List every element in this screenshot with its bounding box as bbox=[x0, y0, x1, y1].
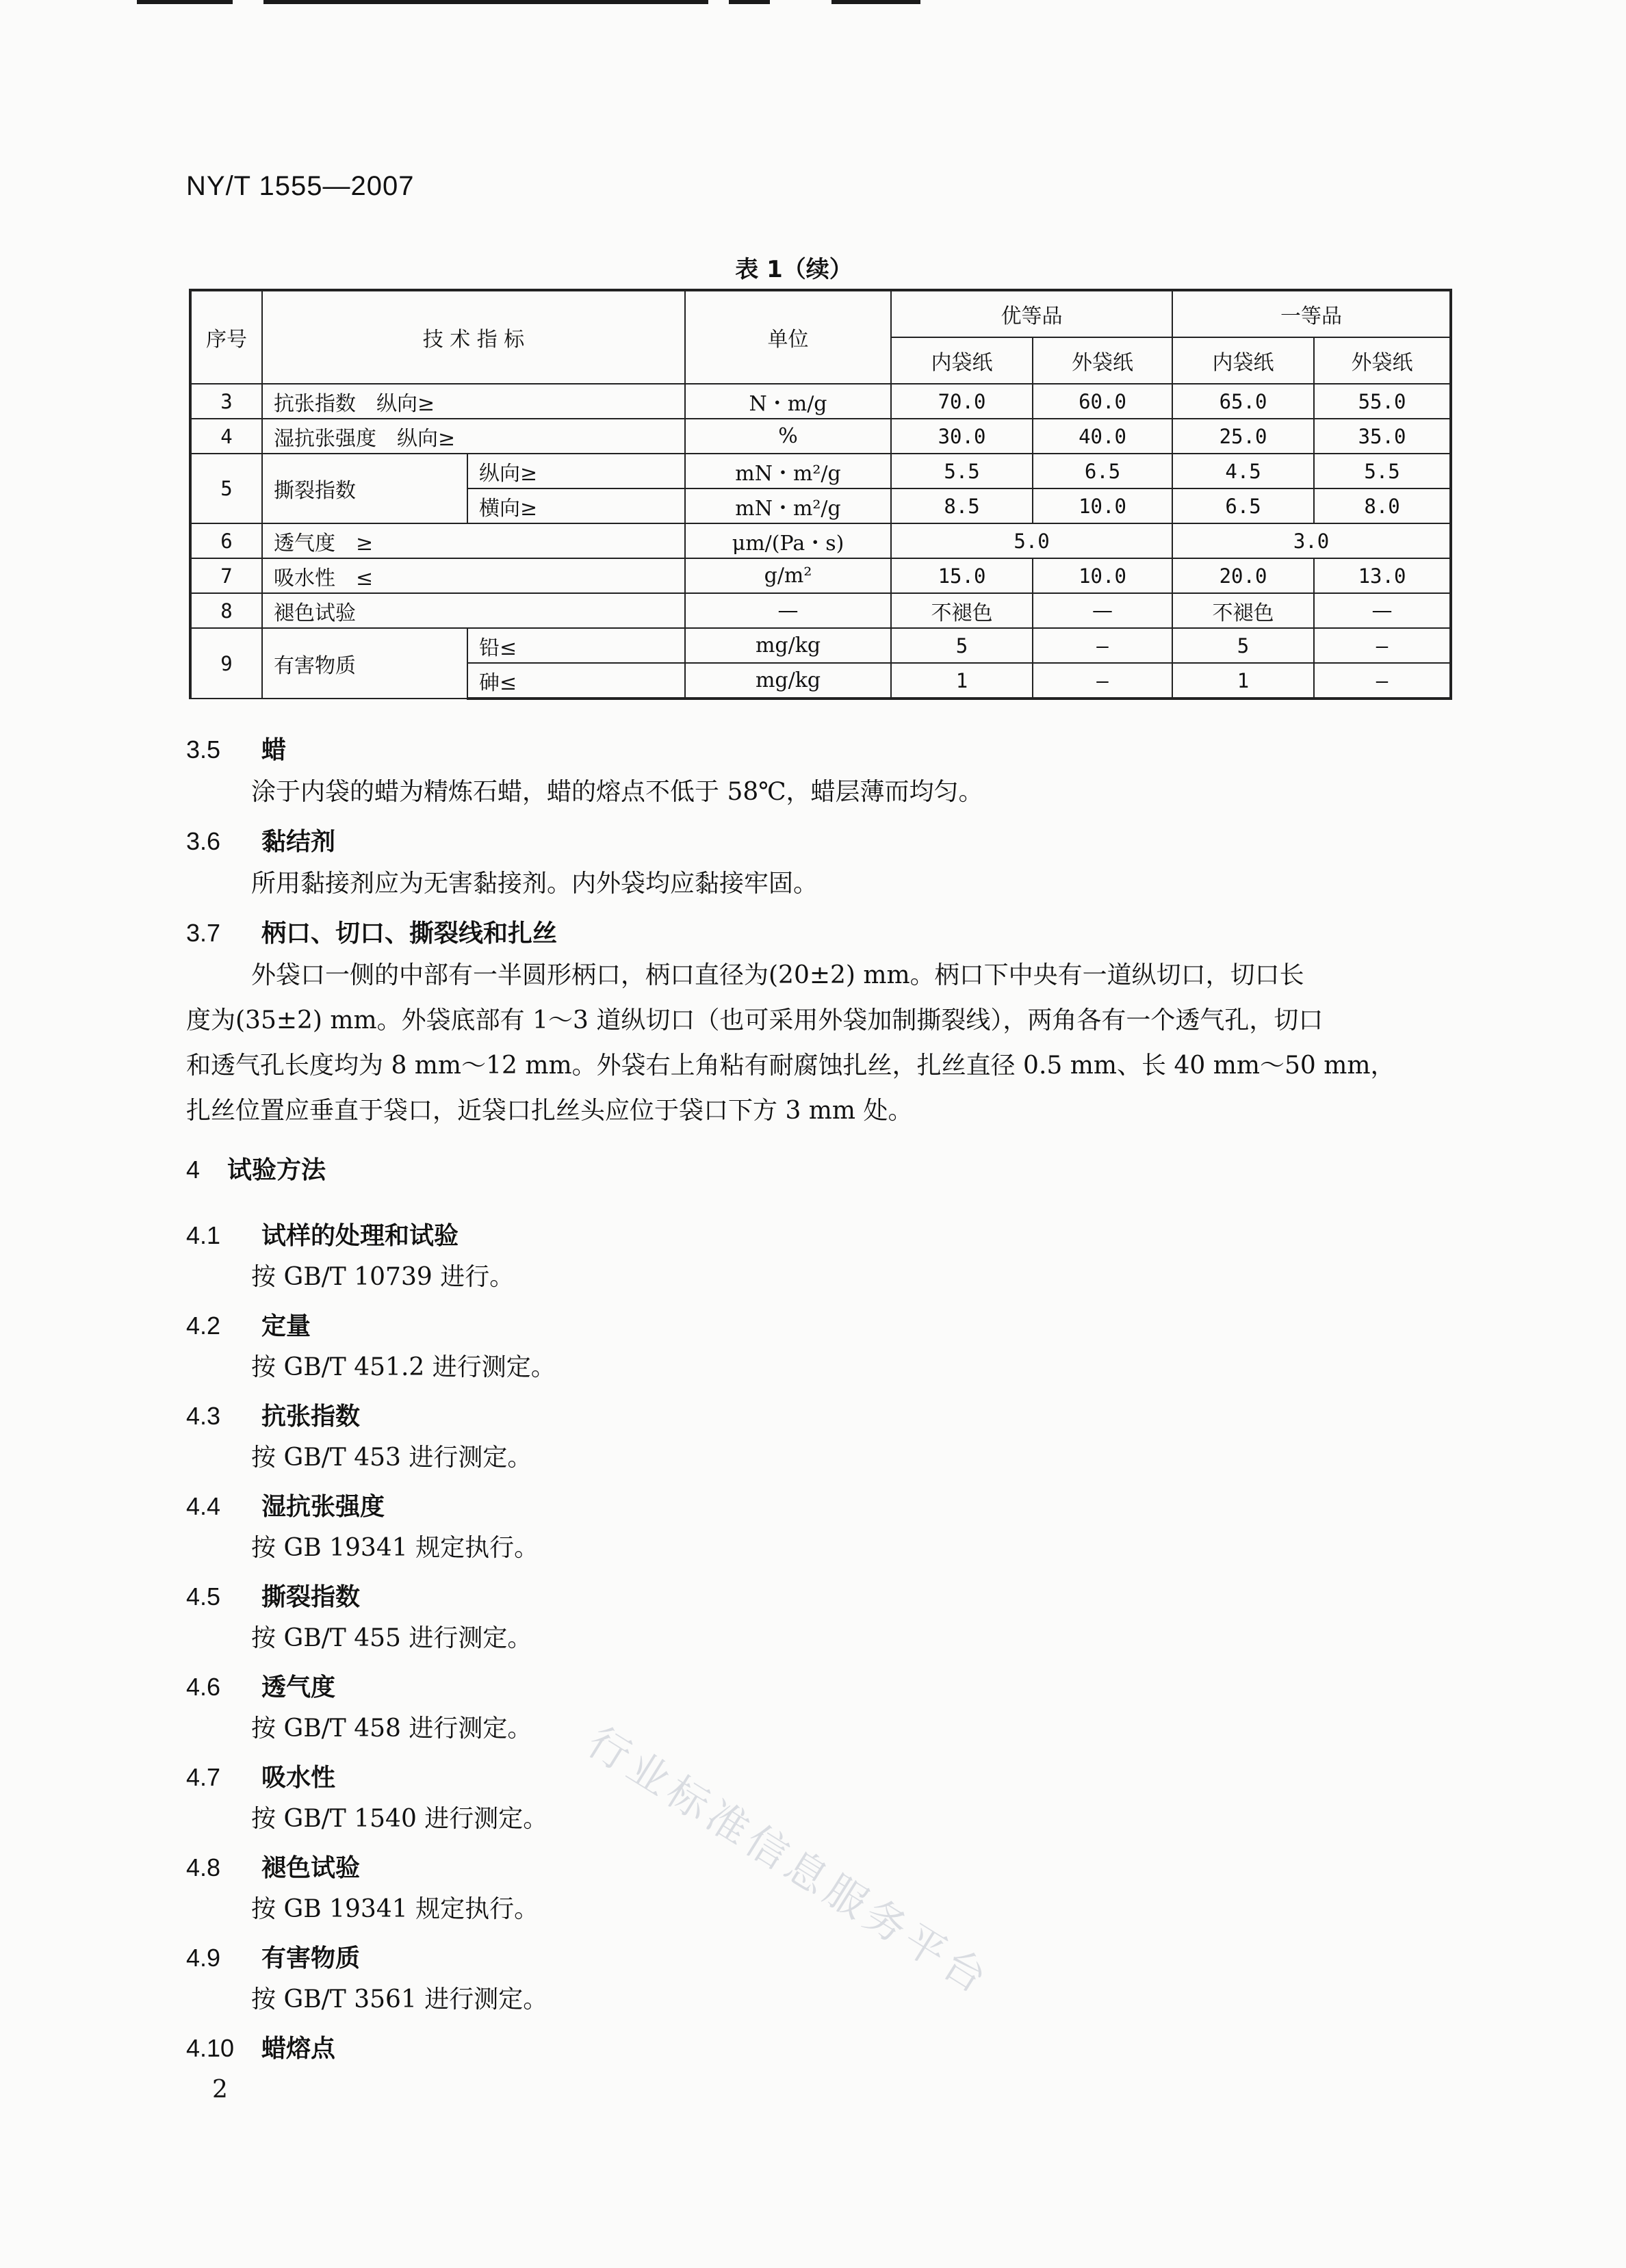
col-header-outer: 外袋纸 bbox=[1033, 337, 1172, 384]
cell-value: 55.0 bbox=[1314, 384, 1451, 419]
table-row bbox=[190, 593, 1451, 628]
row-no: 8 bbox=[190, 593, 262, 628]
cell-value: — bbox=[1314, 663, 1451, 699]
section-heading: 4.4 湿抗张强度 bbox=[186, 1492, 385, 1521]
section-number: 3.7 bbox=[186, 919, 221, 947]
paragraph: 涂于内袋的蜡为精炼石蜡，蜡的熔点不低于 58℃，蜡层薄而均匀。 bbox=[251, 778, 983, 806]
cell-value: 13.0 bbox=[1314, 558, 1451, 593]
table-row bbox=[190, 523, 1451, 558]
cell-value: 10.0 bbox=[1033, 558, 1172, 593]
section-title: 柄口、切口、撕裂线和扎丝 bbox=[261, 920, 558, 948]
col-header-inner: 内袋纸 bbox=[891, 337, 1033, 384]
cell-value: — bbox=[1033, 628, 1172, 663]
paragraph: 按 GB/T 458 进行测定。 bbox=[251, 1715, 532, 1743]
row-unit: g/m² bbox=[685, 558, 891, 593]
section-heading bbox=[186, 733, 286, 767]
row-indicator: 撕裂指数 bbox=[262, 454, 467, 523]
cell-value: 65.0 bbox=[1172, 384, 1314, 419]
row-no: 9 bbox=[190, 628, 262, 699]
section-heading: 4.2 定量 bbox=[186, 1312, 311, 1340]
section-heading bbox=[186, 917, 557, 950]
cell-value: 3.0 bbox=[1172, 523, 1451, 558]
row-subindicator: 铅≤ bbox=[467, 628, 685, 663]
table-row bbox=[190, 419, 1451, 454]
paragraph-line: 和透气孔长度均为 8 mm～12 mm。外袋右上角粘有耐腐蚀扎丝，扎丝直径 0.5 mm、长 40 mm～50 mm， bbox=[186, 1052, 1395, 1080]
cell-value: — bbox=[1033, 593, 1172, 628]
cell-value: 35.0 bbox=[1314, 419, 1451, 454]
cell-value: 30.0 bbox=[891, 419, 1033, 454]
cell-value: — bbox=[1033, 663, 1172, 699]
cell-value: 60.0 bbox=[1033, 384, 1172, 419]
top-rule bbox=[137, 0, 233, 4]
top-rule bbox=[263, 0, 708, 4]
cell-value: 8.0 bbox=[1314, 488, 1451, 523]
watermark: 行业标准信息服务平台 bbox=[579, 1718, 999, 2005]
section-heading: 4.7 吸水性 bbox=[186, 1763, 336, 1792]
cell-value: 不褪色 bbox=[891, 593, 1033, 628]
chapter-number: 4 bbox=[186, 1156, 201, 1184]
cell-value: 15.0 bbox=[891, 558, 1033, 593]
spec-table bbox=[189, 289, 1452, 700]
cell-value: 8.5 bbox=[891, 488, 1033, 523]
col-header-first-grade: 一等品 bbox=[1172, 290, 1451, 337]
cell-value: 不褪色 bbox=[1172, 593, 1314, 628]
paragraph: 按 GB/T 10739 进行。 bbox=[251, 1263, 515, 1291]
paragraph: 按 GB 19341 规定执行。 bbox=[251, 1895, 539, 1923]
row-no: 4 bbox=[190, 419, 262, 454]
table-title: 表 1（续） bbox=[735, 256, 853, 283]
section-heading: 4.3 抗张指数 bbox=[186, 1402, 361, 1431]
table-row bbox=[190, 558, 1451, 593]
col-header-premium: 优等品 bbox=[891, 290, 1172, 337]
row-no: 7 bbox=[190, 558, 262, 593]
paragraph: 按 GB/T 455 进行测定。 bbox=[251, 1624, 532, 1652]
paragraph: 按 GB 19341 规定执行。 bbox=[251, 1534, 539, 1562]
row-no: 3 bbox=[190, 384, 262, 419]
row-unit: mg/kg bbox=[685, 628, 891, 663]
col-header-unit: 单位 bbox=[685, 290, 891, 384]
cell-value: 1 bbox=[891, 663, 1033, 699]
paragraph: 按 GB/T 453 进行测定。 bbox=[251, 1444, 532, 1472]
col-header-inner: 内袋纸 bbox=[1172, 337, 1314, 384]
cell-value: 70.0 bbox=[891, 384, 1033, 419]
col-header-no: 序号 bbox=[190, 290, 262, 384]
table-row bbox=[190, 454, 1451, 488]
row-indicator: 吸水性 ≤ bbox=[262, 558, 685, 593]
row-unit: — bbox=[685, 593, 891, 628]
row-subindicator: 纵向≥ bbox=[467, 454, 685, 488]
row-unit: mN・m²/g bbox=[685, 488, 891, 523]
section-heading: 4.10 蜡熔点 bbox=[186, 2034, 336, 2063]
table-row bbox=[190, 628, 1451, 663]
paragraph-line: 扎丝位置应垂直于袋口，近袋口扎丝头应位于袋口下方 3 mm 处。 bbox=[186, 1097, 913, 1125]
cell-value: 1 bbox=[1172, 663, 1314, 699]
paragraph: 按 GB/T 3561 进行测定。 bbox=[251, 1985, 548, 2013]
top-rule bbox=[729, 0, 770, 4]
cell-value: 5.0 bbox=[891, 523, 1172, 558]
section-heading bbox=[186, 825, 335, 859]
row-subindicator: 横向≥ bbox=[467, 488, 685, 523]
page-number: 2 bbox=[212, 2076, 228, 2104]
row-indicator: 抗张指数 纵向≥ bbox=[262, 384, 685, 419]
cell-value: 5 bbox=[1172, 628, 1314, 663]
row-indicator: 有害物质 bbox=[262, 628, 467, 699]
section-title: 蜡 bbox=[261, 736, 287, 764]
row-unit: % bbox=[685, 419, 891, 454]
section-heading: 4.9 有害物质 bbox=[186, 1944, 361, 1972]
cell-value: 5.5 bbox=[1314, 454, 1451, 488]
cell-value: 20.0 bbox=[1172, 558, 1314, 593]
row-unit: mg/kg bbox=[685, 663, 891, 699]
cell-value: 6.5 bbox=[1033, 454, 1172, 488]
row-indicator: 透气度 ≥ bbox=[262, 523, 685, 558]
row-no: 6 bbox=[190, 523, 262, 558]
cell-value: 4.5 bbox=[1172, 454, 1314, 488]
chapter-heading bbox=[186, 1153, 326, 1187]
paragraph: 按 GB/T 451.2 进行测定。 bbox=[251, 1353, 556, 1381]
row-no: 5 bbox=[190, 454, 262, 523]
cell-value: 25.0 bbox=[1172, 419, 1314, 454]
row-indicator: 褪色试验 bbox=[262, 593, 685, 628]
cell-value: 40.0 bbox=[1033, 419, 1172, 454]
paragraph-line: 外袋口一侧的中部有一半圆形柄口，柄口直径为(20±2) mm。柄口下中央有一道纵切口，切口长 bbox=[251, 961, 1304, 989]
chapter-title: 试验方法 bbox=[227, 1156, 326, 1184]
paragraph-line: 度为(35±2) mm。外袋底部有 1～3 道纵切口（也可采用外袋加制撕裂线），两角各有一个透气孔，切口 bbox=[186, 1006, 1324, 1034]
col-header-indicator: 技 术 指 标 bbox=[262, 290, 685, 384]
section-heading: 4.6 透气度 bbox=[186, 1673, 336, 1702]
cell-value: 6.5 bbox=[1172, 488, 1314, 523]
section-heading: 4.8 褪色试验 bbox=[186, 1853, 361, 1882]
cell-value: 10.0 bbox=[1033, 488, 1172, 523]
paragraph: 所用黏接剂应为无害黏接剂。内外袋均应黏接牢固。 bbox=[251, 870, 818, 898]
row-unit: μm/(Pa・s) bbox=[685, 523, 891, 558]
section-number: 3.6 bbox=[186, 827, 221, 855]
row-indicator: 湿抗张强度 纵向≥ bbox=[262, 419, 685, 454]
cell-value: — bbox=[1314, 628, 1451, 663]
paragraph bbox=[186, 953, 1449, 1134]
cell-value: 5 bbox=[891, 628, 1033, 663]
paragraph: 按 GB/T 1540 进行测定。 bbox=[251, 1805, 548, 1833]
top-rule bbox=[831, 0, 920, 4]
standard-code: NY/T 1555—2007 bbox=[186, 171, 415, 201]
section-number: 3.5 bbox=[186, 735, 221, 764]
cell-value: 5.5 bbox=[891, 454, 1033, 488]
section-title: 黏结剂 bbox=[261, 828, 336, 856]
table-row bbox=[190, 384, 1451, 419]
row-unit: mN・m²/g bbox=[685, 454, 891, 488]
cell-value: — bbox=[1314, 593, 1451, 628]
row-unit: N・m/g bbox=[685, 384, 891, 419]
section-heading: 4.1 试样的处理和试验 bbox=[186, 1221, 459, 1250]
section-heading: 4.5 撕裂指数 bbox=[186, 1582, 361, 1611]
col-header-outer: 外袋纸 bbox=[1314, 337, 1451, 384]
row-subindicator: 砷≤ bbox=[467, 663, 685, 699]
